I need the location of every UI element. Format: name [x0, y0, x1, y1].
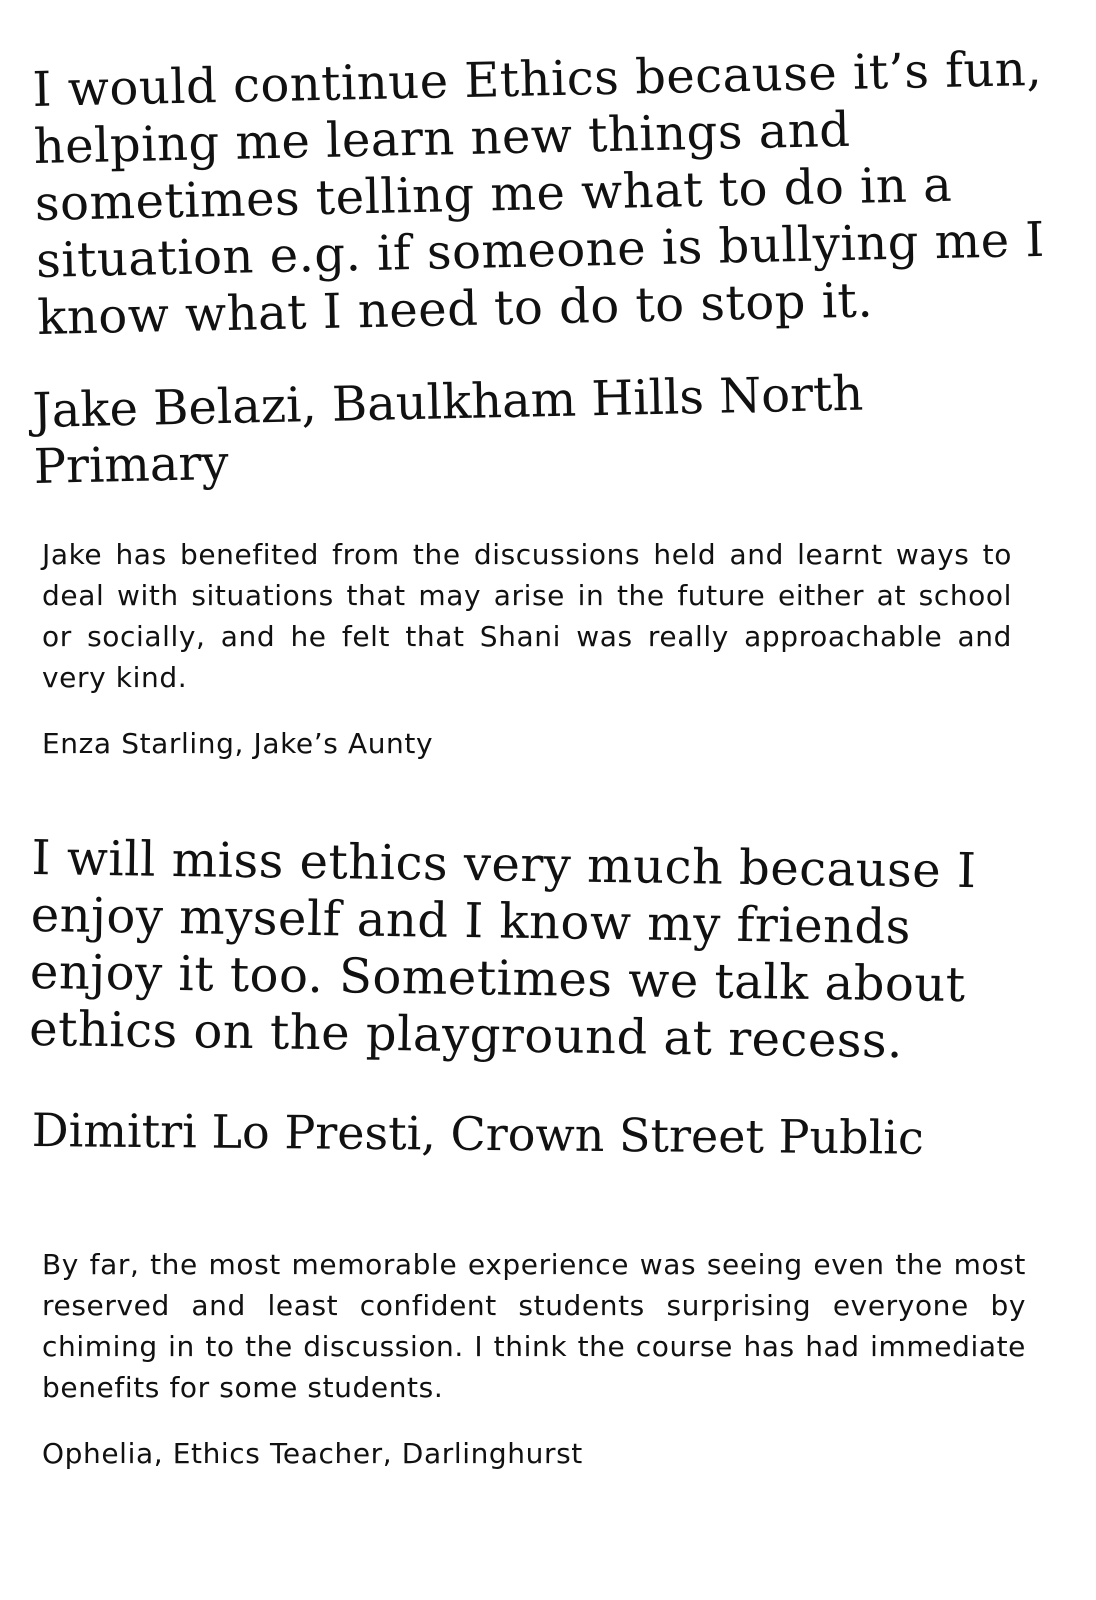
testimonial-enza: [42, 534, 1052, 764]
testimonial-dimitri: [28, 830, 1042, 1165]
testimonial-ophelia: [42, 1244, 1052, 1474]
testimonial-jake: [32, 40, 1046, 495]
quote-text: I will miss ethics very much because I enjoy myself and I know my friends enjoy it too. Sometimes we talk about ethics on the playground at recess.: [28, 830, 977, 1070]
quote-attribution: Dimitri Lo Presti, Crown Street Public: [31, 1103, 925, 1165]
quote-attribution: Enza Starling, Jake’s Aunty: [42, 727, 434, 760]
quote-text: Jake has benefited from the discussions held and learnt ways to deal with situations that may arise in the future either at school or socially, and he felt that Shani was really approachable and very kind.: [42, 538, 1012, 694]
quote-text: I would continue Ethics because it’s fun, helping me learn new things and sometimes telling me what to do in a situation e.g. if someone is bullying me I know what I need to do to stop it.: [32, 40, 1046, 346]
quote-attribution: Jake Belazi, Baulkham Hills North Primary: [32, 365, 864, 495]
quote-attribution: Ophelia, Ethics Teacher, Darlinghurst: [42, 1437, 583, 1470]
quote-text: By far, the most memorable experience was seeing even the most reserved and least confident students surprising everyone by chiming in to the discussion. I think the course has had immediate benefits for some students.: [42, 1248, 1026, 1404]
